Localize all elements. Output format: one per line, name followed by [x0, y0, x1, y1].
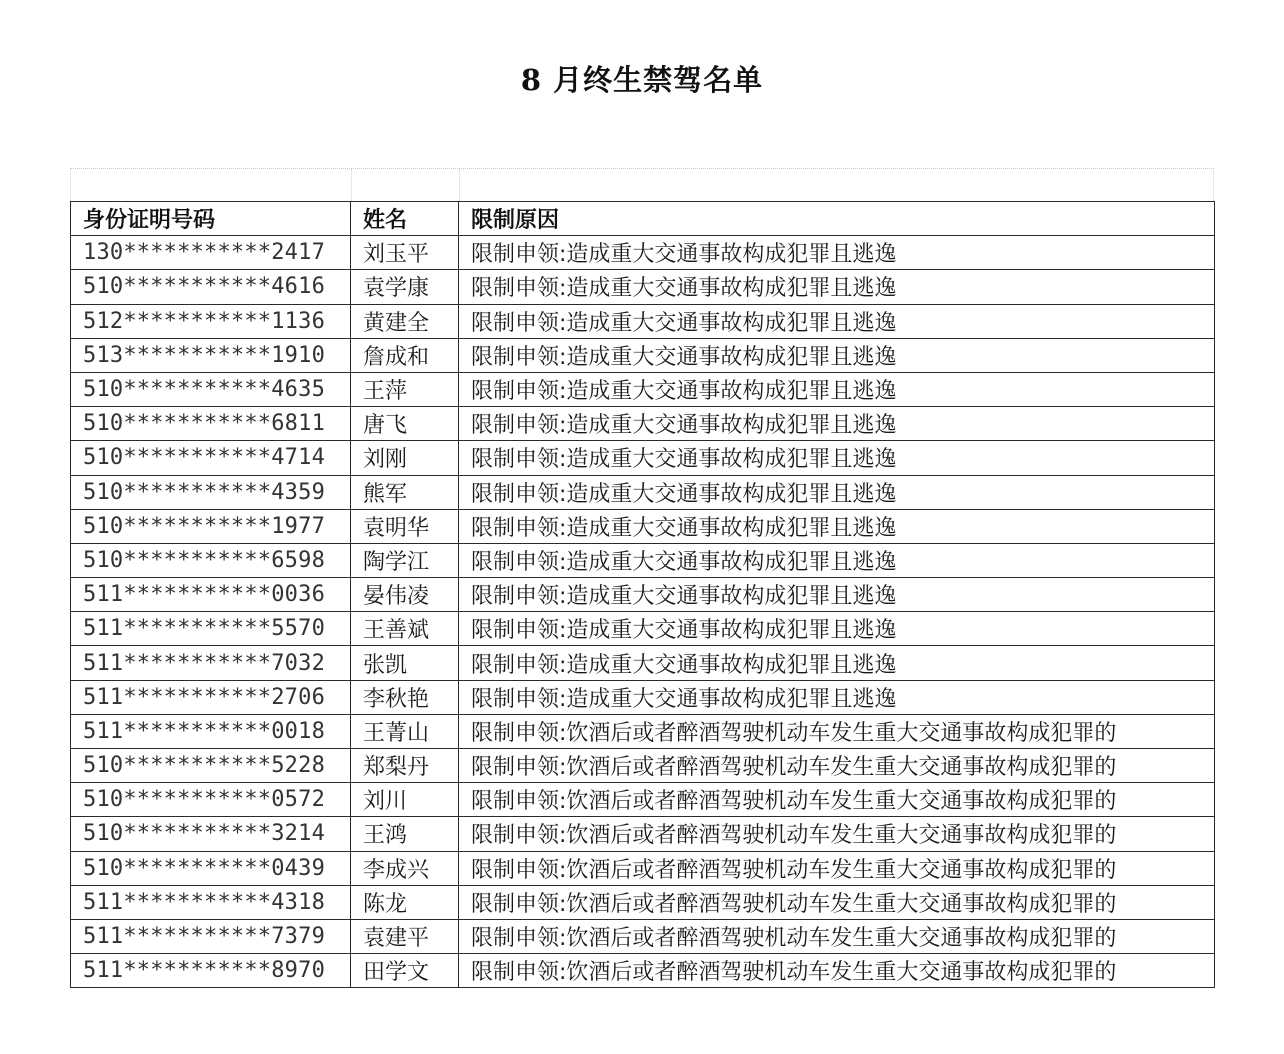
- id-number-cell: 511***********7032: [71, 646, 351, 680]
- reason-cell: 限制申领:造成重大交通事故构成犯罪且逃逸: [459, 270, 1215, 304]
- table-row: [71, 578, 1215, 612]
- table-row: [71, 441, 1215, 475]
- name-cell: 刘川: [351, 783, 459, 817]
- name-cell: 陶学江: [351, 543, 459, 577]
- name-cell: 熊军: [351, 475, 459, 509]
- name-cell: 王鸿: [351, 817, 459, 851]
- id-number-cell: 510***********4714: [71, 441, 351, 475]
- table-row: [71, 270, 1215, 304]
- id-number-cell: 510***********6598: [71, 543, 351, 577]
- table-row: [71, 475, 1215, 509]
- id-number-cell: 510***********3214: [71, 817, 351, 851]
- table-row: [71, 509, 1215, 543]
- reason-cell: 限制申领:造成重大交通事故构成犯罪且逃逸: [459, 509, 1215, 543]
- name-cell: 张凯: [351, 646, 459, 680]
- name-cell: 李成兴: [351, 851, 459, 885]
- name-cell: 黄建全: [351, 304, 459, 338]
- id-number-cell: 511***********4318: [71, 885, 351, 919]
- name-cell: 陈龙: [351, 885, 459, 919]
- reason-cell: 限制申领:造成重大交通事故构成犯罪且逃逸: [459, 441, 1215, 475]
- id-number-cell: 511***********0018: [71, 714, 351, 748]
- table-row: [71, 817, 1215, 851]
- table-header-row: [71, 202, 1215, 236]
- name-cell: 詹成和: [351, 338, 459, 372]
- table-row: [71, 407, 1215, 441]
- id-number-cell: 511***********5570: [71, 612, 351, 646]
- reason-cell: 限制申领:饮酒后或者醉酒驾驶机动车发生重大交通事故构成犯罪的: [459, 817, 1215, 851]
- name-cell: 田学文: [351, 954, 459, 988]
- reason-cell: 限制申领:造成重大交通事故构成犯罪且逃逸: [459, 646, 1215, 680]
- name-cell: 袁明华: [351, 509, 459, 543]
- reason-cell: 限制申领:饮酒后或者醉酒驾驶机动车发生重大交通事故构成犯罪的: [459, 954, 1215, 988]
- table-row: [71, 919, 1215, 953]
- reason-cell: 限制申领:饮酒后或者醉酒驾驶机动车发生重大交通事故构成犯罪的: [459, 749, 1215, 783]
- id-number-cell: 510***********4616: [71, 270, 351, 304]
- page-title: 8 月终生禁驾名单: [520, 63, 764, 97]
- name-cell: 晏伟凌: [351, 578, 459, 612]
- id-number-cell: 510***********5228: [71, 749, 351, 783]
- name-cell: 袁学康: [351, 270, 459, 304]
- table-row: [71, 851, 1215, 885]
- reason-cell: 限制申领:饮酒后或者醉酒驾驶机动车发生重大交通事故构成犯罪的: [459, 851, 1215, 885]
- table-row: [71, 954, 1215, 988]
- reason-cell: 限制申领:造成重大交通事故构成犯罪且逃逸: [459, 236, 1215, 270]
- band-divider: [351, 169, 352, 201]
- name-cell: 王善斌: [351, 612, 459, 646]
- name-cell: 唐飞: [351, 407, 459, 441]
- id-number-cell: 511***********0036: [71, 578, 351, 612]
- name-cell: 王萍: [351, 372, 459, 406]
- name-cell: 刘刚: [351, 441, 459, 475]
- reason-cell: 限制申领:饮酒后或者醉酒驾驶机动车发生重大交通事故构成犯罪的: [459, 783, 1215, 817]
- table-row: [71, 236, 1215, 270]
- name-cell: 郑梨丹: [351, 749, 459, 783]
- reason-cell: 限制申领:造成重大交通事故构成犯罪且逃逸: [459, 338, 1215, 372]
- reason-cell: 限制申领:造成重大交通事故构成犯罪且逃逸: [459, 304, 1215, 338]
- id-number-cell: 510***********4359: [71, 475, 351, 509]
- id-number-cell: 510***********6811: [71, 407, 351, 441]
- band-divider: [459, 169, 460, 201]
- id-number-cell: 130***********2417: [71, 236, 351, 270]
- name-cell: 袁建平: [351, 919, 459, 953]
- id-number-cell: 510***********0572: [71, 783, 351, 817]
- table-row: [71, 714, 1215, 748]
- table-row: [71, 646, 1215, 680]
- table-row: [71, 338, 1215, 372]
- header-reason: 限制原因: [459, 202, 1215, 236]
- reason-cell: 限制申领:饮酒后或者醉酒驾驶机动车发生重大交通事故构成犯罪的: [459, 885, 1215, 919]
- id-number-cell: 511***********2706: [71, 680, 351, 714]
- reason-cell: 限制申领:造成重大交通事故构成犯罪且逃逸: [459, 680, 1215, 714]
- reason-cell: 限制申领:造成重大交通事故构成犯罪且逃逸: [459, 543, 1215, 577]
- id-number-cell: 512***********1136: [71, 304, 351, 338]
- id-number-cell: 510***********4635: [71, 372, 351, 406]
- table-row: [71, 885, 1215, 919]
- table-row: [71, 680, 1215, 714]
- reason-cell: 限制申领:造成重大交通事故构成犯罪且逃逸: [459, 475, 1215, 509]
- name-cell: 王菁山: [351, 714, 459, 748]
- header-id-number: 身份证明号码: [71, 202, 351, 236]
- reason-cell: 限制申领:饮酒后或者醉酒驾驶机动车发生重大交通事故构成犯罪的: [459, 714, 1215, 748]
- id-number-cell: 510***********1977: [71, 509, 351, 543]
- table-row: [71, 372, 1215, 406]
- ban-list-table: [70, 201, 1215, 988]
- table-row: [71, 304, 1215, 338]
- reason-cell: 限制申领:饮酒后或者醉酒驾驶机动车发生重大交通事故构成犯罪的: [459, 919, 1215, 953]
- table-row: [71, 783, 1215, 817]
- id-number-cell: 511***********8970: [71, 954, 351, 988]
- id-number-cell: 511***********7379: [71, 919, 351, 953]
- reason-cell: 限制申领:造成重大交通事故构成犯罪且逃逸: [459, 407, 1215, 441]
- reason-cell: 限制申领:造成重大交通事故构成犯罪且逃逸: [459, 372, 1215, 406]
- table-row: [71, 612, 1215, 646]
- id-number-cell: 510***********0439: [71, 851, 351, 885]
- name-cell: 李秋艳: [351, 680, 459, 714]
- id-number-cell: 513***********1910: [71, 338, 351, 372]
- header-name: 姓名: [351, 202, 459, 236]
- reason-cell: 限制申领:造成重大交通事故构成犯罪且逃逸: [459, 612, 1215, 646]
- reason-cell: 限制申领:造成重大交通事故构成犯罪且逃逸: [459, 578, 1215, 612]
- empty-header-band: [70, 168, 1214, 201]
- table-row: [71, 749, 1215, 783]
- table-row: [71, 543, 1215, 577]
- name-cell: 刘玉平: [351, 236, 459, 270]
